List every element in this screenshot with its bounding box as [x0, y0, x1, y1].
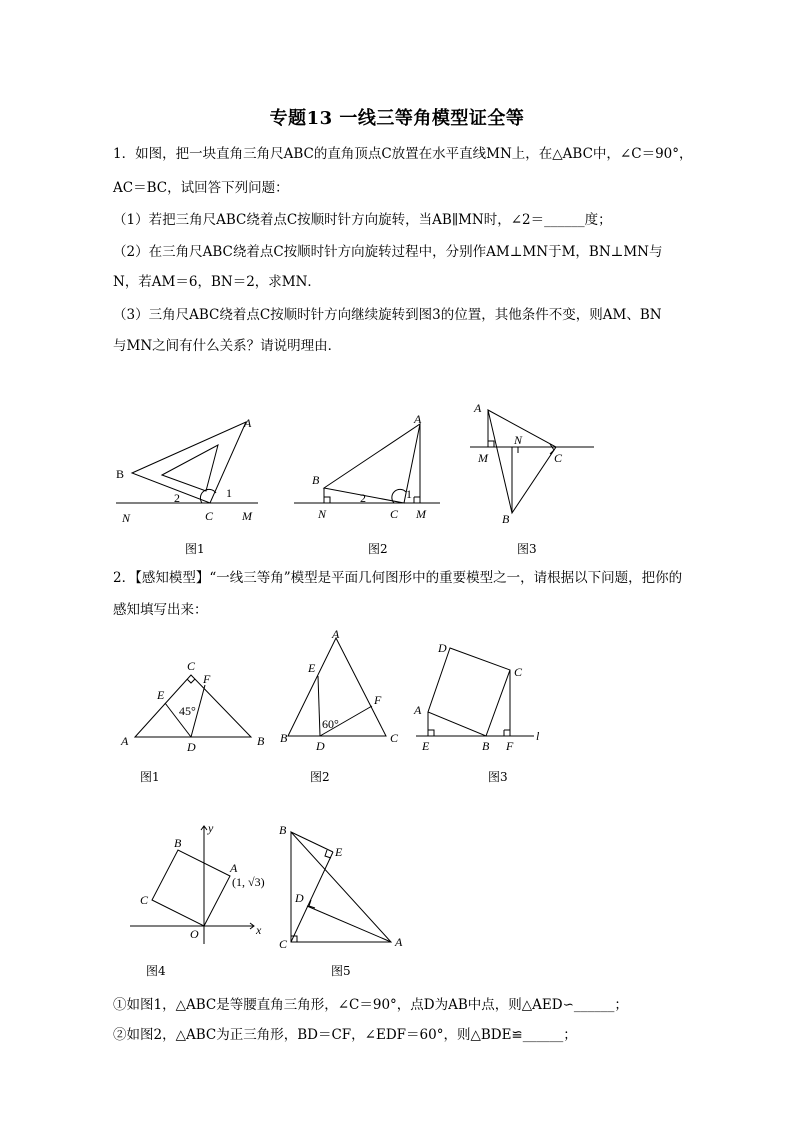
- svg-text:C: C: [390, 507, 399, 521]
- svg-text:F: F: [203, 672, 211, 686]
- q1-part2-line1: （2）在三角尺ABC绕着点C按顺时针方向旋转过程中，分别作AM⊥MN于M，BN⊥MN与: [113, 244, 663, 260]
- q2-sub1: ①如图1，△ABC是等腰直角三角形，∠C＝90°，点D为AB中点，则△AED∽______；: [113, 997, 628, 1013]
- q2-caption-fig1: 图1: [140, 770, 160, 784]
- svg-text:O: O: [190, 927, 199, 941]
- q2-stem-line1: 2．【感知模型】“一线三等角”模型是平面几何图形中的重要模型之一，请根据以下问题，把你的: [113, 570, 683, 586]
- svg-text:A: A: [474, 401, 482, 415]
- svg-text:D: D: [295, 891, 304, 905]
- svg-text:N: N: [122, 511, 131, 525]
- svg-text:B: B: [174, 836, 182, 850]
- point-a-coord: (1, √3): [232, 875, 265, 889]
- svg-text:B: B: [312, 473, 320, 487]
- svg-text:B: B: [502, 512, 510, 526]
- q2-figure-2: [280, 627, 410, 753]
- q2-figure-1: [115, 655, 275, 754]
- svg-text:A: A: [244, 416, 252, 430]
- svg-text:E: E: [335, 845, 343, 859]
- svg-text:M: M: [242, 509, 252, 523]
- line-l-label: l: [536, 729, 540, 743]
- svg-text:N: N: [318, 507, 327, 521]
- q1-part2-line2: N，若AM＝6，BN＝2，求MN．: [113, 274, 321, 290]
- svg-text:D: D: [187, 740, 196, 754]
- q2-figure-3: [410, 640, 550, 755]
- q1-caption-fig3: 图3: [517, 542, 537, 556]
- svg-text:A: A: [332, 627, 340, 641]
- q1-caption-fig1: 图1: [185, 542, 205, 556]
- svg-text:N: N: [514, 433, 523, 447]
- q1-part1: （1）若把三角尺ABC绕着点C按顺时针方向旋转，当AB∥MN时，∠2＝______度；: [113, 212, 612, 228]
- svg-text:B: B: [116, 467, 125, 481]
- q2-sub2: ②如图2，△ABC为正三角形，BD＝CF，∠EDF＝60°，则△BDE≌______；: [113, 1027, 577, 1043]
- svg-text:C: C: [514, 665, 523, 679]
- svg-text:E: E: [308, 661, 316, 675]
- q1-figure-3: [466, 398, 601, 528]
- svg-text:E: E: [157, 688, 165, 702]
- svg-text:2: 2: [360, 491, 366, 505]
- svg-text:A: A: [230, 861, 238, 875]
- page-title: 专题13 一线三等角模型证全等: [269, 108, 525, 129]
- svg-text:F: F: [374, 693, 382, 707]
- q2-caption-fig2: 图2: [310, 770, 330, 784]
- q2-figure-5: [275, 822, 410, 952]
- q1-figure-1: [110, 405, 270, 530]
- svg-text:C: C: [140, 893, 149, 907]
- svg-text:B: B: [257, 734, 265, 748]
- svg-text:C: C: [554, 451, 563, 465]
- svg-text:1: 1: [226, 486, 232, 500]
- svg-text:A: A: [414, 412, 422, 426]
- svg-text:B: B: [279, 823, 287, 837]
- q1-part3-line1: （3）三角尺ABC绕着点C按顺时针方向继续旋转到图3的位置，其他条件不变，则AM、BN: [113, 307, 662, 323]
- q2-caption-fig5: 图5: [331, 964, 351, 978]
- q1-figure-2: [290, 410, 450, 525]
- angle-60-label: 60°: [322, 717, 339, 731]
- svg-text:M: M: [416, 507, 426, 521]
- axis-y-label: y: [208, 821, 214, 835]
- svg-text:C: C: [187, 659, 196, 673]
- svg-text:2: 2: [174, 491, 180, 505]
- axis-x-label: x: [256, 923, 262, 937]
- svg-text:D: D: [438, 641, 447, 655]
- q1-stem-line1: 1．如图，把一块直角三角尺ABC的直角顶点C放置在水平直线MN上，在△ABC中，∠C＝90°，: [113, 146, 693, 162]
- svg-text:A: A: [395, 935, 403, 949]
- q2-caption-fig4: 图4: [146, 964, 166, 978]
- svg-text:D: D: [316, 739, 325, 753]
- svg-text:B: B: [280, 731, 288, 745]
- q2-stem-line2: 感知填写出来：: [113, 602, 208, 618]
- q2-figure-4: [130, 820, 270, 945]
- q2-caption-fig3: 图3: [488, 770, 508, 784]
- svg-text:C: C: [205, 509, 214, 523]
- svg-text:C: C: [390, 731, 399, 745]
- q1-part3-line2: 与MN之间有什么关系？请说明理由．: [113, 338, 342, 354]
- svg-text:A: A: [121, 734, 129, 748]
- svg-text:1: 1: [406, 487, 412, 501]
- svg-text:E: E: [422, 739, 430, 753]
- q1-caption-fig2: 图2: [368, 542, 388, 556]
- svg-text:C: C: [279, 937, 288, 951]
- q1-stem-line2: AC＝BC，试回答下列问题：: [113, 180, 289, 196]
- svg-text:A: A: [414, 703, 422, 717]
- svg-text:B: B: [482, 739, 490, 753]
- angle-45-label: 45°: [179, 704, 196, 718]
- svg-text:M: M: [478, 451, 488, 465]
- svg-text:F: F: [506, 739, 514, 753]
